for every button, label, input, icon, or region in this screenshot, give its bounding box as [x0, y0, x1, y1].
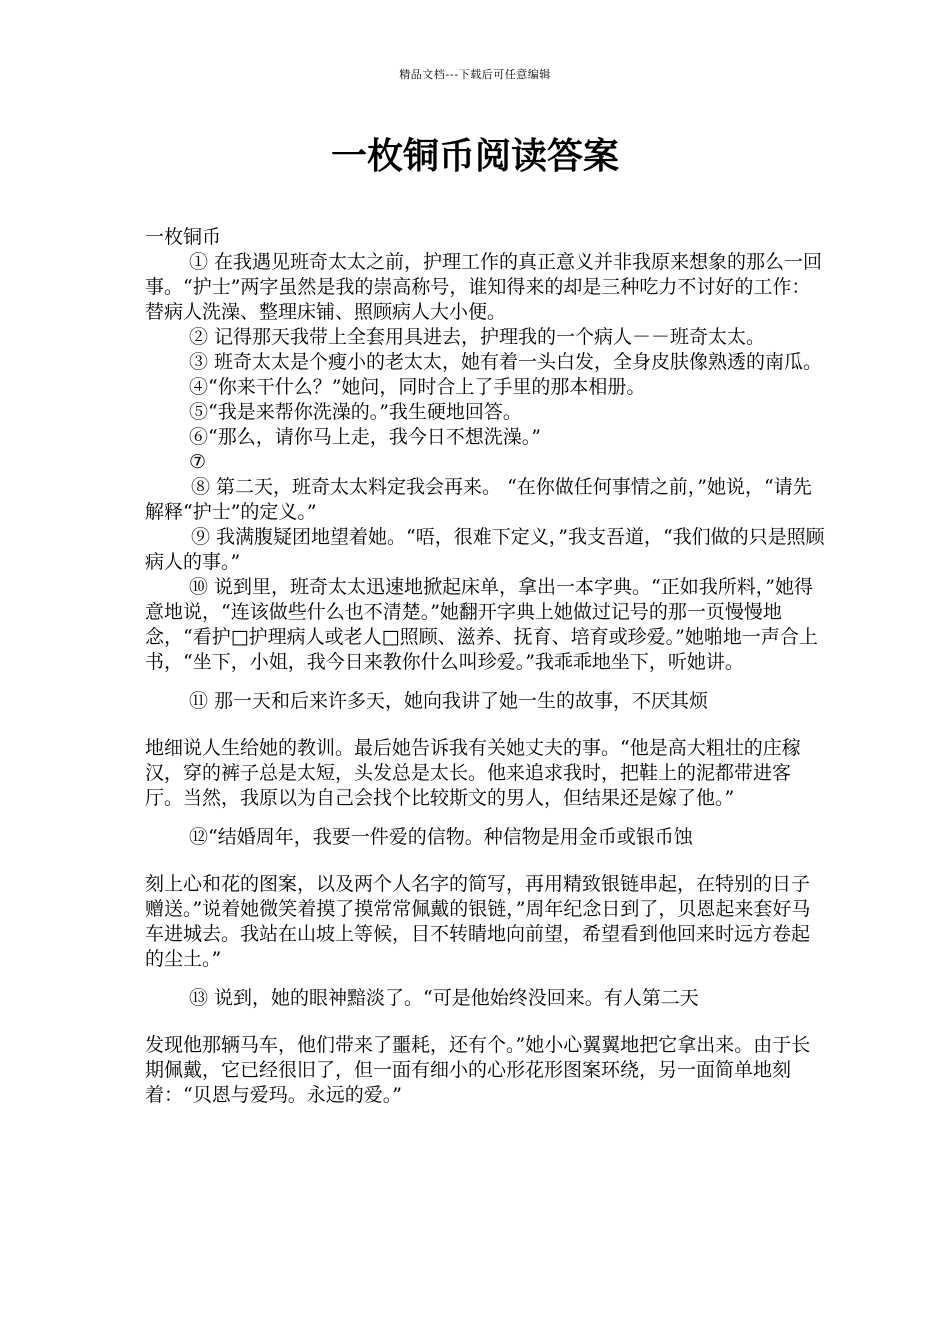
paragraph-12-continued: 刻上心和花的图案，以及两个人名字的简写，再用精致银链串起，在特别的日子赠送。”说着她微笑着摸了摸常常佩戴的银链，”周年纪念日到了，贝恩起来套好马车进城去。我站在山坡上等候，目不转睛地向前望，希望看到他回来时远方卷起的尘土。”: [145, 873, 811, 970]
paragraph-1: ① 在我遇见班奇太太之前，护理工作的真正意义并非我原来想象的那么一回事。“护士”两字虽然是我的崇高称号，谁知得来的却是三种吃力不讨好的工作：替病人洗澡、整理床铺、照顾病人大小便。: [145, 251, 823, 323]
paragraph-13-continued: 发现他那辆马车，他们带来了噩耗，还有个。”她小心翼翼地把它拿出来。由于长期佩戴，它已经很旧了，但一面有细小的心形花形图案环绕，另一面简单地刻着：“贝恩与爱玛。永远的爱。”: [145, 1034, 811, 1106]
paragraph-7: ⑦: [189, 451, 207, 473]
paragraph-10: ⑩ 说到里，班奇太太迅速地掀起床单，拿出一本字典。“正如我所料，”她得意地说，“连该做些什么也不清楚。”她翻开字典上她做过记号的那一页慢慢地念，“看护□护理病人或老人□照顾、滋养、抚育、培育或珍爱。”她啪地一声合上书，“坐下，小姐，我今日来教你什么叫珍爱。”我乖乖地坐下，听她讲。: [145, 576, 818, 673]
paragraph-8: ⑧ 第二天，班奇太太料定我会再来。 “在你做任何事情之前，”她说，“请先解释“护士”的定义。”: [145, 476, 812, 523]
paragraph-9: ⑨ 我满腹疑团地望着她。“唔，很难下定义，”我支吾道，“我们做的只是照顾病人的事。”: [145, 526, 825, 573]
paragraph-6: ⑥“那么，请你马上走，我今日不想洗澡。”: [189, 426, 541, 448]
document-title: 一枚铜币阅读答案: [330, 136, 619, 177]
paragraph-11-continued: 地细说人生给她的教训。最后她告诉我有关她丈夫的事。“他是高大粗壮的庄稼汉，穿的裤子总是太短，头发总是太长。他来追求我时，把鞋上的泥都带进客厅。当然，我原以为自己会找个比较斯文的男人，但结果还是嫁了他。”: [145, 737, 801, 809]
paragraph-3: ③ 班奇太太是个瘦小的老太太，她有着一头白发，全身皮肤像熟透的南瓜。: [189, 351, 823, 373]
paragraph-13-first-line: ⑬ 说到，她的眼神黯淡了。“可是他始终没回来。有人第二天: [189, 987, 699, 1009]
paragraph-4: ④“你来干什么？”她问，同时合上了手里的那本相册。: [189, 376, 646, 398]
paragraph-11-first-line: ⑪ 那一天和后来许多天，她向我讲了她一生的故事，不厌其烦: [189, 690, 709, 712]
paragraph-5: ⑤“我是来帮你洗澡的。”我生硬地回答。: [189, 401, 522, 423]
article-body: [145, 225, 825, 1108]
article-subtitle: 一枚铜币: [145, 226, 222, 248]
paragraph-2: ② 记得那天我带上全套用具进去，护理我的一个病人－－班奇太太。: [189, 326, 766, 348]
page-header-note: 精品文档---下载后可任意编辑: [399, 68, 551, 81]
paragraph-12-first-line: ⑫“结婚周年，我要一件爱的信物。种信物是用金币或银币蚀: [189, 826, 693, 848]
